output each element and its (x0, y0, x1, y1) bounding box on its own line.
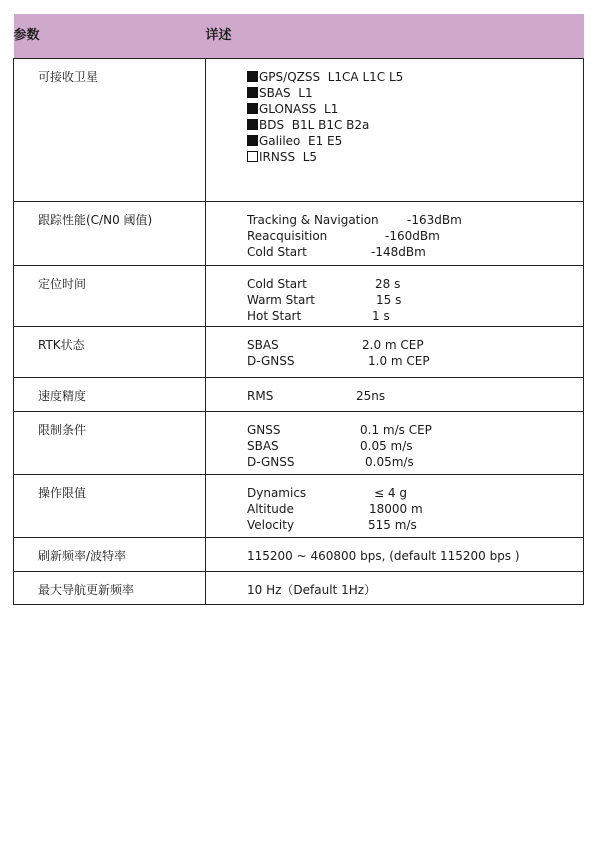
detail-value: -163dBm (407, 213, 462, 227)
detail-key: Reacquisition (247, 229, 328, 243)
table-row (14, 412, 584, 475)
detail-text: GPS/QZSS L1CA L1C L5 (259, 70, 404, 84)
detail-value: 25ns (356, 389, 386, 403)
table-row (14, 538, 584, 572)
table-row (14, 378, 584, 412)
detail-cell (206, 538, 584, 572)
param-column-header: 参数 (14, 14, 206, 59)
checked-box-icon (247, 103, 258, 114)
detail-text: Galileo E1 E5 (259, 134, 343, 148)
detail-line (247, 101, 583, 117)
param-cell: 定位时间 (14, 266, 206, 327)
checked-box-icon (247, 71, 258, 82)
detail-line (247, 438, 583, 454)
detail-line (247, 422, 583, 438)
detail-cell (206, 59, 584, 202)
detail-value: 18000 m (369, 502, 423, 516)
detail-value: 0.05 m/s (360, 439, 413, 453)
unchecked-box-icon (247, 151, 258, 162)
checked-box-icon (247, 87, 258, 98)
detail-line (247, 308, 583, 324)
detail-value: ≤ 4 g (374, 486, 407, 500)
detail-cell (206, 202, 584, 266)
param-cell: 限制条件 (14, 412, 206, 475)
table-header-row (14, 14, 584, 59)
detail-line (247, 501, 583, 517)
detail-line (247, 133, 583, 149)
detail-value: 515 m/s (368, 518, 417, 532)
table-row (14, 266, 584, 327)
param-cell: 刷新频率/波特率 (14, 538, 206, 572)
detail-line (247, 517, 583, 533)
table-row (14, 59, 584, 202)
detail-value: 2.0 m CEP (362, 338, 424, 352)
detail-line (247, 117, 583, 133)
detail-line (247, 212, 583, 228)
detail-key: Altitude (247, 502, 294, 516)
detail-value: 1.0 m CEP (368, 354, 430, 368)
detail-value: 15 s (376, 293, 402, 307)
detail-text: IRNSS L5 (259, 150, 318, 164)
detail-line (247, 353, 583, 369)
detail-column-header: 详述 (206, 14, 584, 59)
param-cell: 最大导航更新频率 (14, 572, 206, 605)
detail-line (247, 388, 583, 404)
checked-box-icon (247, 135, 258, 146)
table-row (14, 327, 584, 378)
table-row (14, 572, 584, 605)
detail-cell (206, 572, 584, 605)
detail-cell (206, 475, 584, 538)
detail-line (247, 292, 583, 308)
detail-line: 115200 ~ 460800 bps, (default 115200 bps ) (247, 549, 520, 563)
table-row (14, 202, 584, 266)
param-cell: 速度精度 (14, 378, 206, 412)
detail-value: 0.1 m/s CEP (360, 423, 432, 437)
detail-cell (206, 266, 584, 327)
detail-key: SBAS (247, 338, 279, 352)
detail-key: GNSS (247, 423, 281, 437)
param-cell: 操作限值 (14, 475, 206, 538)
detail-value: 28 s (375, 277, 401, 291)
detail-cell (206, 327, 584, 378)
detail-cell (206, 412, 584, 475)
detail-value: 0.05m/s (365, 455, 414, 469)
detail-value: -160dBm (385, 229, 440, 243)
detail-key: D-GNSS (247, 354, 295, 368)
detail-line (247, 85, 583, 101)
detail-text: SBAS L1 (259, 86, 313, 100)
detail-key: SBAS (247, 439, 279, 453)
detail-line (247, 244, 583, 260)
detail-key: D-GNSS (247, 455, 295, 469)
detail-line (247, 69, 583, 85)
detail-key: Tracking & Navigation (247, 213, 379, 227)
detail-line (247, 454, 583, 470)
detail-line (247, 276, 583, 292)
param-cell: 跟踪性能(C/N0 阈值) (14, 202, 206, 266)
checked-box-icon (247, 119, 258, 130)
detail-key: Cold Start (247, 245, 307, 259)
detail-line (247, 228, 583, 244)
detail-cell (206, 378, 584, 412)
detail-key: Velocity (247, 518, 295, 532)
detail-key: Dynamics (247, 486, 307, 500)
detail-text: BDS B1L B1C B2a (259, 118, 370, 132)
detail-key: RMS (247, 389, 274, 403)
detail-line (247, 337, 583, 353)
detail-text: GLONASS L1 (259, 102, 339, 116)
detail-value: 1 s (372, 309, 390, 323)
param-cell: 可接收卫星 (14, 59, 206, 202)
detail-line (247, 149, 583, 165)
param-cell: RTK状态 (14, 327, 206, 378)
table-row (14, 475, 584, 538)
detail-key: Warm Start (247, 293, 315, 307)
detail-key: Hot Start (247, 309, 302, 323)
detail-key: Cold Start (247, 277, 307, 291)
detail-value: -148dBm (371, 245, 426, 259)
spec-table (13, 14, 584, 605)
detail-line (247, 485, 583, 501)
detail-line: 10 Hz（Default 1Hz） (247, 583, 377, 597)
